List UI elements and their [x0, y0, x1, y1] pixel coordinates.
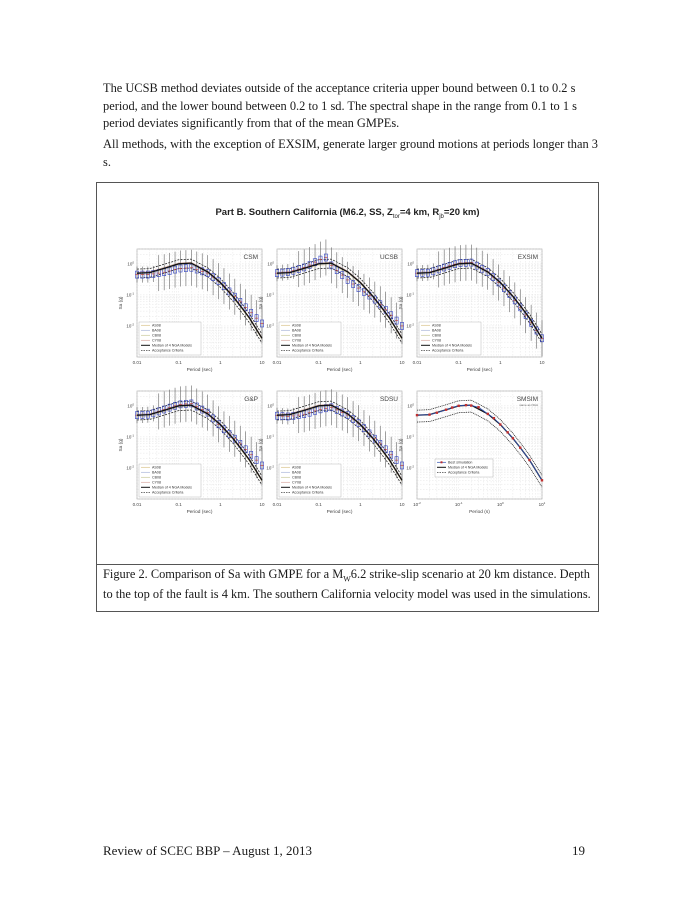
legend-label: Median of 4 NGA Models — [292, 343, 332, 348]
y-tick-label: $10^{-1}$ — [266, 433, 274, 440]
x-tick-label: 0.01 — [272, 360, 282, 365]
x-tick-exponent: -1 — [459, 501, 463, 505]
y-tick-label: $10^0$ — [267, 260, 274, 267]
legend-label: CB08 — [292, 475, 301, 480]
y-tick-exponent: 0 — [272, 260, 274, 265]
y-tick-label: $10^{-1}$ — [126, 433, 134, 440]
panel-label: EXSIM — [517, 254, 538, 261]
legend-label: AS08 — [292, 323, 301, 328]
x-tick-label: $10^1$ — [538, 501, 546, 507]
legend-label: CY08 — [292, 338, 301, 343]
x-axis-label: Period (sec) — [466, 368, 493, 373]
x-tick-label: 0.01 — [272, 502, 282, 507]
y-tick-exponent: -2 — [271, 464, 274, 469]
y-tick-exponent: -1 — [131, 291, 134, 296]
x-tick-label: 1 — [359, 360, 362, 365]
legend-label: Median of 4 NGA Models — [152, 343, 192, 348]
x-tick-label: 10 — [399, 502, 405, 507]
best-simulation-point — [445, 409, 447, 411]
best-simulation-point — [493, 417, 495, 419]
chart-legend — [279, 464, 341, 497]
x-tick-label: 0.01 — [132, 360, 142, 365]
y-tick-label: $10^{-2}$ — [126, 322, 134, 329]
chart-legend — [139, 322, 201, 355]
y-tick-label: $10^0$ — [407, 402, 414, 409]
y-tick-exponent: 0 — [132, 260, 134, 265]
figure-2 — [96, 182, 599, 612]
best-simulation-point — [506, 431, 508, 433]
y-tick-exponent: -2 — [131, 464, 134, 469]
x-tick-label: 0.01 — [412, 360, 422, 365]
y-tick-label: $10^0$ — [127, 260, 134, 267]
legend-label: Acceptance Criteria — [292, 348, 324, 353]
legend-label: AS08 — [432, 323, 441, 328]
x-tick-label: 10 — [259, 502, 265, 507]
y-tick-exponent: 0 — [132, 402, 134, 407]
chart-legend — [139, 464, 201, 497]
y-axis-label: Sa (g) — [399, 438, 404, 452]
figure-title-main: Part B. Southern California (M6.2, SS, Z — [215, 207, 393, 218]
x-tick-label: 0.1 — [175, 502, 182, 507]
y-tick-label: $10^{-1}$ — [406, 291, 414, 298]
legend-label: Median of 4 NGA Models — [292, 485, 332, 490]
chart-panel-exsim — [395, 245, 550, 383]
legend-label: AS08 — [292, 465, 301, 470]
y-tick-exponent: -2 — [411, 322, 414, 327]
x-tick-label: 1 — [499, 360, 502, 365]
legend-label: Acceptance Criteria — [292, 490, 324, 495]
legend-label: Median of 4 NGA Models — [432, 343, 472, 348]
y-tick-label: $10^{-2}$ — [406, 322, 414, 329]
legend-label: Best simulation — [448, 460, 473, 465]
legend-label: Acceptance Criteria — [448, 470, 480, 475]
legend-label: AS08 — [152, 465, 161, 470]
x-tick-label: 0.01 — [132, 502, 142, 507]
x-tick-label: $10^0$ — [496, 501, 504, 507]
x-tick-label: $10^{-2}$ — [413, 501, 421, 507]
x-axis-label: Period (sec) — [326, 510, 353, 515]
chart-panel-csm — [115, 245, 270, 383]
y-axis-label: Sa (g) — [259, 296, 264, 310]
caption-subscript: W — [343, 574, 351, 584]
chart-panel-smsim — [395, 387, 550, 525]
legend-label: BA08 — [152, 470, 161, 475]
y-axis-label: Sa (g) — [399, 296, 404, 310]
y-tick-exponent: 0 — [412, 402, 414, 407]
legend-label: Acceptance Criteria — [432, 348, 464, 353]
best-simulation-point — [499, 423, 501, 425]
x-tick-label: 0.1 — [455, 360, 462, 365]
y-tick-exponent: -2 — [411, 464, 414, 469]
y-tick-exponent: -1 — [411, 291, 414, 296]
x-axis-label: Period (sec) — [186, 510, 213, 515]
best-simulation-point — [465, 404, 467, 406]
figure-title-mid: =4 km, R — [399, 207, 440, 218]
paragraph-long-period-motions: All methods, with the exception of EXSIM, generate larger ground motions at periods longer than 3 s. — [103, 137, 598, 169]
y-axis-label: Sa (g) — [259, 438, 264, 452]
y-tick-exponent: -1 — [411, 433, 414, 438]
x-tick-label: 0.1 — [175, 360, 182, 365]
legend-label: Acceptance Criteria — [152, 348, 184, 353]
x-tick-label: 10 — [399, 360, 405, 365]
y-tick-label: $10^{-1}$ — [406, 433, 414, 440]
legend-label: Median of 4 NGA Models — [152, 485, 192, 490]
legend-label: BA08 — [432, 328, 441, 333]
best-simulation-point — [428, 413, 430, 415]
best-simulation-point — [519, 446, 521, 448]
figure-title-end: =20 km) — [443, 207, 480, 218]
legend-label: CY08 — [432, 338, 441, 343]
legend-label: BA08 — [292, 328, 301, 333]
best-simulation-point — [451, 406, 453, 408]
legend-label: AS08 — [152, 323, 161, 328]
x-tick-exponent: 0 — [502, 501, 504, 505]
chart-panel-ucsb — [255, 245, 410, 383]
x-axis-label: Period (sec) — [186, 368, 213, 373]
best-simulation-point — [416, 414, 418, 416]
footer-title: Review of SCEC BBP – August 1, 2013 — [103, 843, 312, 858]
x-axis-label: Period (s) — [469, 510, 490, 515]
y-tick-label: $10^0$ — [407, 260, 414, 267]
legend-label: CB08 — [152, 475, 161, 480]
y-tick-label: $10^{-2}$ — [266, 322, 274, 329]
best-simulation-point — [477, 406, 479, 408]
x-tick-label: 1 — [219, 360, 222, 365]
best-simulation-point — [470, 404, 472, 406]
y-tick-label: $10^0$ — [267, 402, 274, 409]
best-simulation-point — [457, 405, 459, 407]
y-tick-label: $10^{-2}$ — [266, 464, 274, 471]
best-simulation-point — [541, 479, 543, 481]
y-tick-label: $10^{-2}$ — [406, 464, 414, 471]
figure-title — [97, 207, 598, 220]
x-tick-label: 0.1 — [315, 502, 322, 507]
legend-label: BA08 — [152, 328, 161, 333]
x-tick-label: 1 — [219, 502, 222, 507]
legend-label: CB08 — [292, 333, 301, 338]
y-tick-label: $10^{-1}$ — [126, 291, 134, 298]
x-tick-label: 10 — [539, 360, 545, 365]
legend-label: CY08 — [152, 338, 161, 343]
x-tick-exponent: 1 — [543, 501, 546, 505]
x-tick-label: $10^{-1}$ — [454, 501, 463, 507]
chart-legend — [435, 459, 493, 477]
figure-plot-area — [97, 183, 598, 564]
legend-label: CY08 — [152, 480, 161, 485]
y-tick-exponent: -1 — [271, 433, 274, 438]
panel-label: UCSB — [379, 254, 398, 261]
y-tick-exponent: -1 — [131, 433, 134, 438]
x-tick-label: 10 — [259, 360, 265, 365]
y-tick-exponent: 0 — [412, 260, 414, 265]
chart-panel-gp — [115, 387, 270, 525]
legend-label: BA08 — [292, 470, 301, 475]
caption-text-start: Figure 2. Comparison of Sa with GMPE for a M — [103, 567, 344, 581]
best-simulation-point — [487, 413, 489, 415]
y-tick-label: $10^{-1}$ — [266, 291, 274, 298]
y-tick-exponent: -2 — [271, 322, 274, 327]
legend-label: CB08 — [432, 333, 441, 338]
figure-title-sub-tor: tor — [392, 213, 400, 220]
page-number: 19 — [572, 843, 585, 858]
y-tick-label: $10^0$ — [127, 402, 134, 409]
chart-legend — [419, 322, 481, 355]
panel-label: G&P — [244, 396, 258, 403]
legend-label: Median of 4 NGA Models — [448, 465, 488, 470]
x-tick-label: 0.1 — [315, 360, 322, 365]
paragraph-ucsb-deviation: The UCSB method deviates outside of the acceptance criteria upper bound between 0.1 to 0.2 s period, and the lower bound between 0.2 to 1 sd. The spectral shape in the range from 0.1 to 1 s period deviates significantly from that of the mean GMPEs. — [103, 81, 577, 131]
caption-text-end: 6.2 strike-slip scenario at 20 km distance. Depth to the top of the fault is 4 km. The southern California velocity model was used in the simulations. — [103, 567, 591, 601]
legend-label: CB08 — [152, 333, 161, 338]
x-axis-label: Period (sec) — [326, 368, 353, 373]
legend-label: CY08 — [292, 480, 301, 485]
x-tick-exponent: -2 — [418, 501, 421, 505]
panel-note: same as NGA — [519, 403, 538, 407]
best-simulation-point — [436, 412, 438, 414]
y-axis-label: Sa (g) — [119, 438, 124, 452]
y-tick-label: $10^{-2}$ — [126, 464, 134, 471]
y-tick-exponent: -1 — [271, 291, 274, 296]
x-tick-label: 1 — [359, 502, 362, 507]
best-simulation-point — [528, 459, 530, 461]
chart-panel-sdsu — [255, 387, 410, 525]
chart-legend — [279, 322, 341, 355]
y-axis-label: Sa (g) — [119, 296, 124, 310]
panel-label: CSM — [243, 254, 258, 261]
figure-caption — [97, 564, 598, 611]
panel-label: SDSU — [379, 396, 398, 403]
best-simulation-point — [512, 437, 514, 439]
legend-marker — [441, 461, 443, 463]
y-tick-exponent: 0 — [272, 402, 274, 407]
figure-title-sub-jb: jb — [439, 213, 444, 220]
y-tick-exponent: -2 — [131, 322, 134, 327]
legend-label: Acceptance Criteria — [152, 490, 184, 495]
panel-label: SMSIM — [516, 396, 538, 403]
